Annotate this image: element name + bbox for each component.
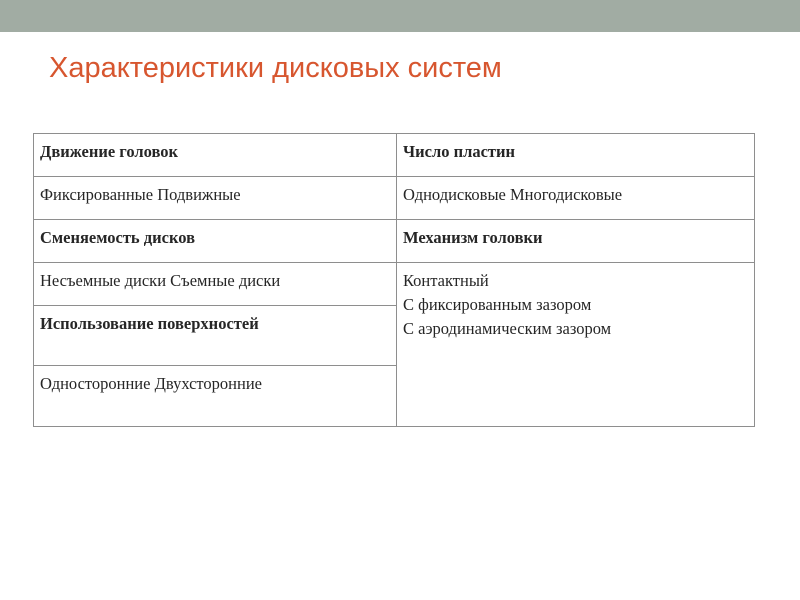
disk-replaceability-values: Несъемные диски Съемные диски xyxy=(34,263,397,306)
head-mechanism-header: Механизм головки xyxy=(397,220,755,263)
table-row xyxy=(34,263,755,306)
disk-replaceability-header: Сменяемость дисков xyxy=(34,220,397,263)
table-row xyxy=(34,220,755,263)
top-accent-bar xyxy=(0,0,800,32)
table-row xyxy=(34,177,755,220)
head-mechanism-values: Контактный С фиксированным зазором С аэродинамическим зазором xyxy=(397,263,755,427)
surface-usage-header: Использование поверхностей xyxy=(34,306,397,366)
platter-count-header: Число пластин xyxy=(397,134,755,177)
slide-title: Характеристики дисковых систем xyxy=(49,52,502,84)
disk-characteristics-table xyxy=(33,133,755,427)
surface-usage-values: Односторонние Двухсторонние xyxy=(34,366,397,427)
platter-count-values: Однодисковые Многодисковые xyxy=(397,177,755,220)
head-movement-values: Фиксированные Подвижные xyxy=(34,177,397,220)
table-row xyxy=(34,134,755,177)
head-movement-header: Движение головок xyxy=(34,134,397,177)
